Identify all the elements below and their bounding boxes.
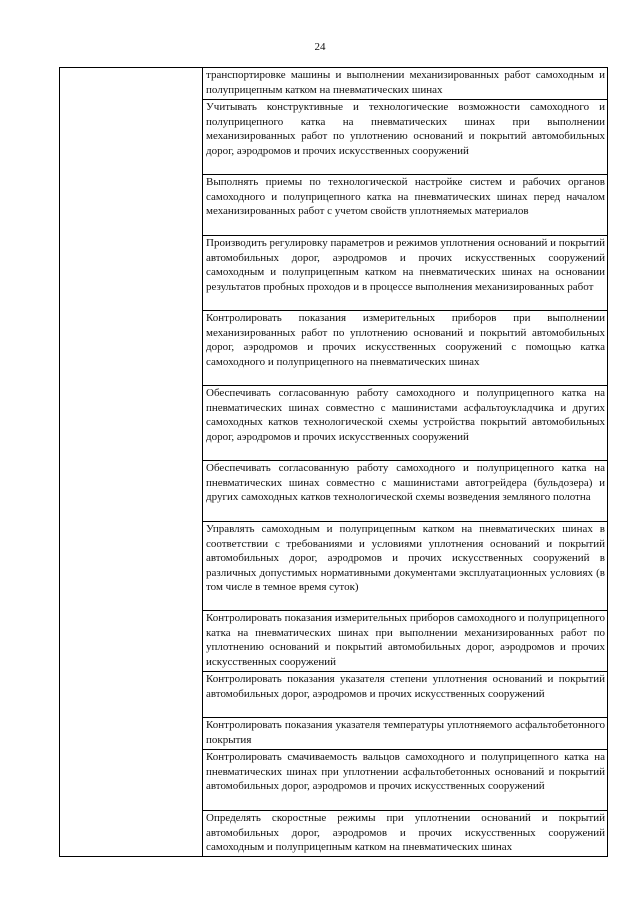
table-cell-text: Производить регулировку параметров и режимов уплотнения оснований и покрытий автомобильных дорог, аэродромов и прочих искусственных сооружений самоходным и полуприцепным катком на пневматических шинах на основании результатов пробных проходов и в процессе выполнения механизированных работ: [203, 236, 608, 311]
table-cell-text: Выполнять приемы по технологической настройке систем и рабочих органов самоходного и полуприцепного катка на пневматических шинах перед началом механизированных работ с учетом свойств уплотняемых материалов: [203, 175, 608, 236]
table-cell-text: Контролировать показания указателя температуры уплотняемого асфальтобетонного покрытия: [203, 718, 608, 750]
table-cell-text: Контролировать показания измерительных приборов самоходного и полуприцепного катка на пневматических шинах при выполнении механизированных работ по уплотнению оснований и покрытий автомобильных дорог, аэродромов и прочих искусственных сооружений: [203, 611, 608, 672]
table-cell-text: Обеспечивать согласованную работу самоходного и полуприцепного катка на пневматических шинах совместно с машинистами асфальтоукладчика и других самоходных катков технологической схемы устройства покрытий автомобильных дорог, аэродромов и прочих искусственных сооружений: [203, 386, 608, 461]
table-cell-text: Определять скоростные режимы при уплотнении оснований и покрытий автомобильных дорог, аэродромов и прочих искусственных сооружений самоходным и полуприцепным катком на пневматических шинах: [203, 811, 608, 857]
skills-table: [59, 67, 608, 857]
left-column-cell: [60, 68, 203, 857]
table-cell-text: Управлять самоходным и полуприцепным катком на пневматических шинах в соответствии с требованиями и условиями уплотнения оснований и покрытий автомобильных дорог, аэродромов и прочих искусственных сооружений в различных допустимых нормативными документами эксплуатационных условиях (в том числе в темное время суток): [203, 522, 608, 611]
table-cell-text: Контролировать смачиваемость вальцов самоходного и полуприцепного катка на пневматических шинах при уплотнении асфальтобетонных оснований и покрытий автомобильных дорог, аэродромов и прочих искусственных сооружений: [203, 750, 608, 811]
table-cell-text: Обеспечивать согласованную работу самоходного и полуприцепного катка на пневматических шинах совместно с машинистами автогрейдера (бульдозера) и других самоходных катков технологической схемы возведения земляного полотна: [203, 461, 608, 522]
table-cell-text: Учитывать конструктивные и технологические возможности самоходного и полуприцепного катка на пневматических шинах при выполнении механизированных работ по уплотнению оснований и покрытий автомобильных дорог, аэродромов и прочих искусственных сооружений: [203, 100, 608, 175]
table-row: [60, 68, 608, 100]
page-number: 24: [314, 41, 326, 53]
table-cell-text: Контролировать показания измерительных приборов при выполнении механизированных работ по уплотнению оснований и покрытий автомобильных дорог, аэродромов и прочих искусственных сооружений с помощью катка самоходного и полуприцепного на пневматических шинах: [203, 311, 608, 386]
table-cell-text: Контролировать показания указателя степени уплотнения оснований и покрытий автомобильных дорог, аэродромов и прочих искусственных сооружений: [203, 672, 608, 718]
table-cell-text: транспортировке машины и выполнении механизированных работ самоходным и полуприцепным катком на пневматических шинах: [203, 68, 608, 100]
